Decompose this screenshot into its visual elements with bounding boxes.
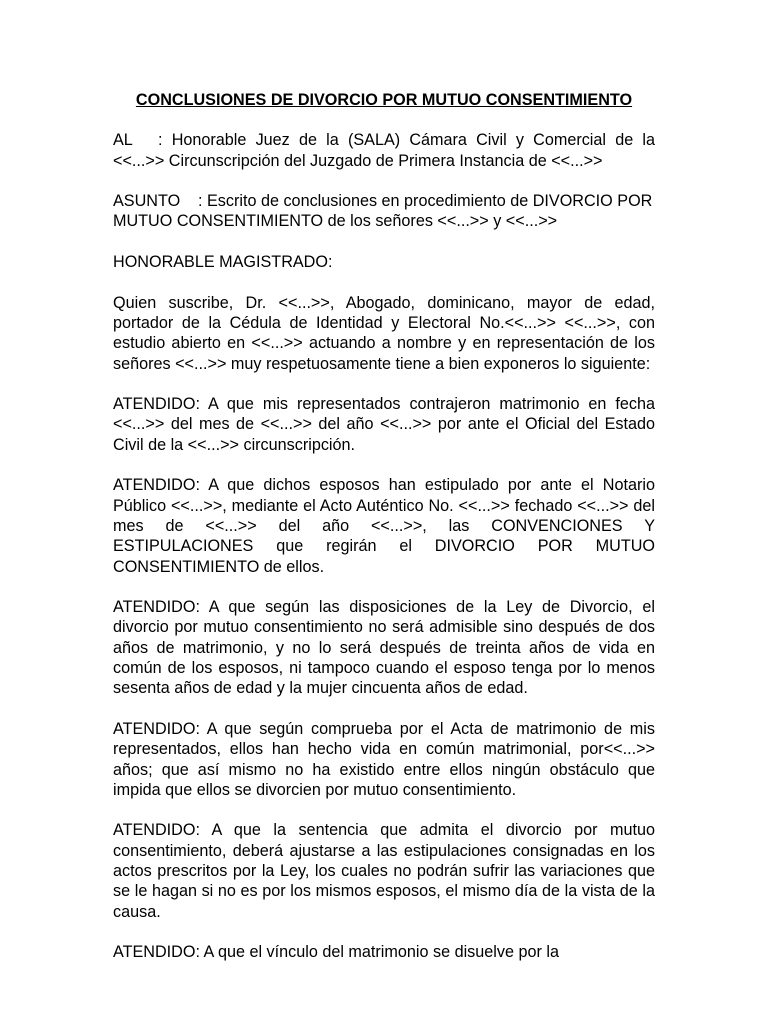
paragraph-intro: Quien suscribe, Dr. <<...>>, Abogado, dominicano, mayor de edad, portador de la Cédula de Identidad y Electoral No.<<...>> <<...>>, con estudio abierto en <<...>> actuando a nombre y en representación de los señores <<...>> muy respetuosamente tiene a bien exponeros lo siguiente: — [113, 293, 655, 373]
paragraph-atendido-6: ATENDIDO: A que el vínculo del matrimonio se disuelve por la — [113, 943, 559, 962]
document-title: CONCLUSIONES DE DIVORCIO POR MUTUO CONSENTIMIENTO — [135, 91, 633, 109]
salutation: HONORABLE MAGISTRADO: — [113, 253, 333, 272]
paragraph-atendido-1: ATENDIDO: A que mis representados contrajeron matrimonio en fecha <<...>> del mes de <<...>> del año <<...>> por ante el Oficial del Estado Civil de la <<...>> circunscripción. — [113, 395, 655, 454]
document-page — [113, 90, 655, 983]
paragraph-atendido-2: ATENDIDO: A que dichos esposos han estipulado por ante el Notario Público <<...>>, mediante el Acto Auténtico No. <<...>> fechado <<...>> del mes de <<...>> del año <<...>>, las CONVENCIONES Y ESTIPULACIONES que regirán el DIVORCIO POR MUTUO CONSENTIMIENTO de ellos. — [113, 476, 655, 576]
paragraph-atendido-4: ATENDIDO: A que según comprueba por el Acta de matrimonio de mis representados, ellos han hecho vida en común matrimonial, por<<...>> años; que así mismo no ha existido entre ellos ningún obstáculo que impida que ellos se divorcien por mutuo consentimiento. — [113, 719, 655, 799]
subject-text: : Escrito de conclusiones en procedimiento de DIVORCIO POR MUTUO CONSENTIMIENTO de los señores <<...>> y <<...>> — [113, 192, 653, 231]
subject-section — [113, 191, 655, 232]
addressee-label: AL — [113, 131, 133, 150]
paragraph-atendido-5: ATENDIDO: A que la sentencia que admita el divorcio por mutuo consentimiento, deberá ajustarse a las estipulaciones consignadas en los actos prescritos por la Ley, los cuales no podrán sufrir las variaciones que se le hagan si no es por los mismos esposos, el mismo día de la vista de la causa. — [113, 821, 655, 921]
addressee-text: : Honorable Juez de la (SALA) Cámara Civil y Comercial de la <<...>> Circunscripción del Juzgado de Primera Instancia de <<...>> — [113, 131, 655, 170]
paragraph-atendido-3: ATENDIDO: A que según las disposiciones de la Ley de Divorcio, el divorcio por mutuo consentimiento no será admisible sino después de dos años de matrimonio, y no lo será después de treinta años de vida en común de los esposos, ni tampoco cuando el esposo tenga por lo menos sesenta años de edad y la mujer cincuenta años de edad. — [113, 598, 655, 698]
subject-label: ASUNTO — [113, 192, 181, 211]
addressee-section — [113, 130, 655, 171]
